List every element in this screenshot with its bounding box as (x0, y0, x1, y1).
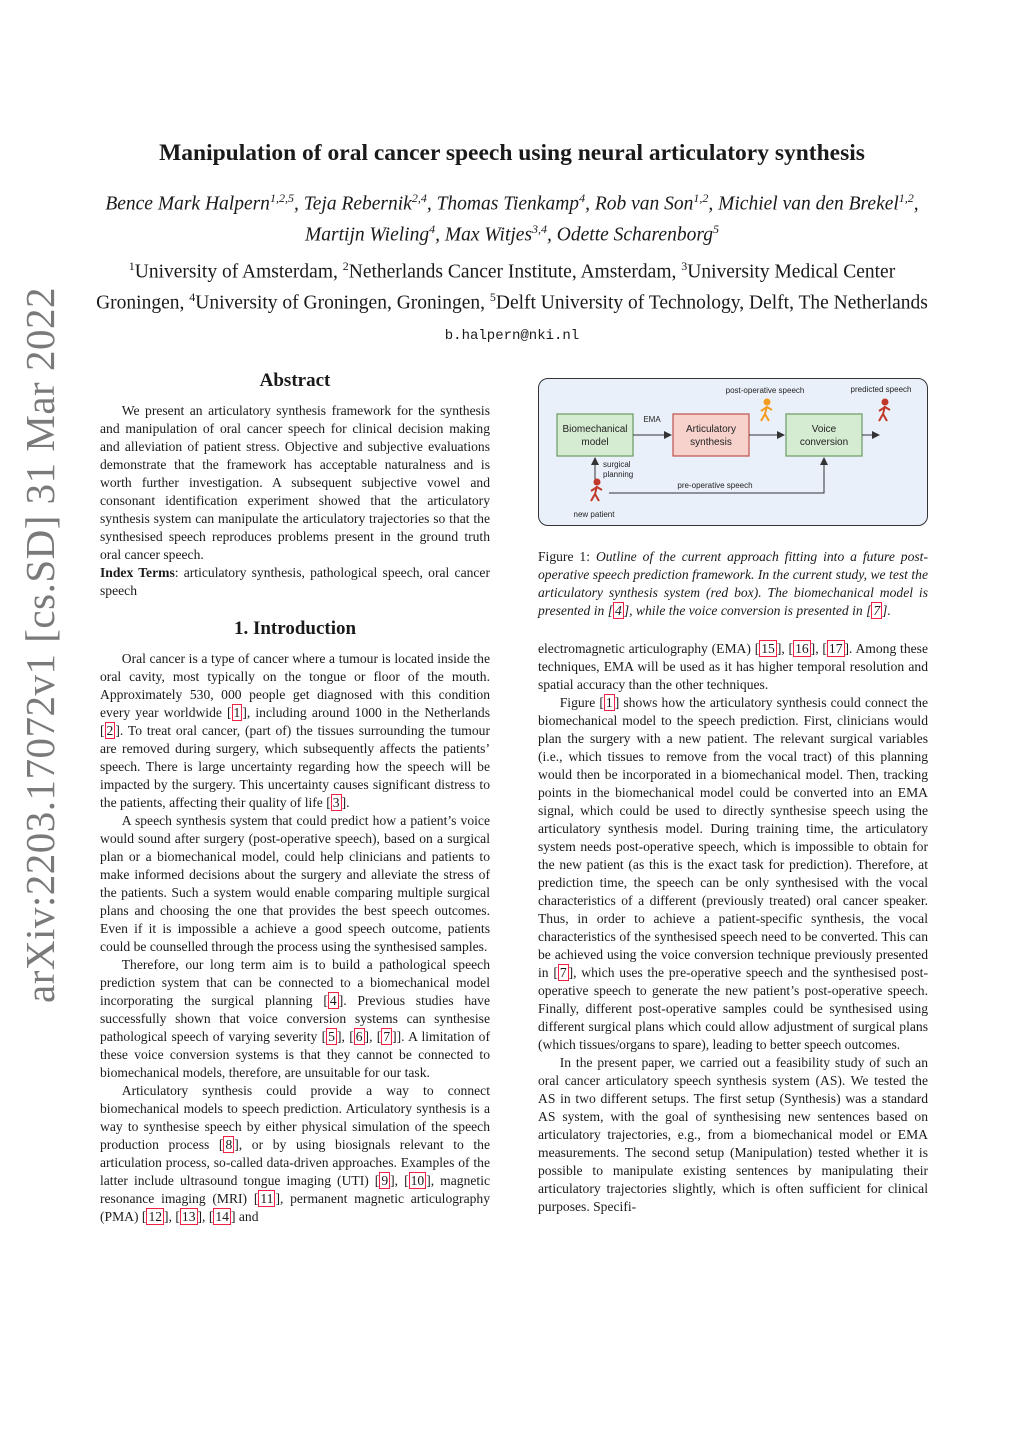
author-name: Teja Rebernik (303, 193, 412, 215)
affil-sup: 2 (342, 259, 349, 273)
author-affil-sup: 1,2 (898, 191, 914, 205)
caption-label: Figure 1: (538, 549, 596, 564)
text-run: ]. A limitation of these voice conversion systems is that they cannot be connected to biomechanical models, therefore, are unsuitable for our task. (100, 1029, 491, 1080)
introduction-heading: 1. Introduction (233, 618, 357, 639)
author-affil-sup: 1,2,5 (269, 191, 294, 205)
text-run: electromagnetic articulography (EMA) (538, 641, 755, 656)
intro-paragraph: Oral cancer is a type of cancer where a tumour is located inside the oral cavity, most typically on the tongue or floor of the mouth. Approximately 530, 000 people get diagnosed with this condition every year worldwide [ 1 ], including around 1000 in the Netherlands [ 2 ]. To treat oral cancer, (part of) the tissues surrounding the tumour are removed during surgery, which subsequently affects the patients’ speech. There is large uncertainty regarding how the speech will be impacted by the surgery. This uncertainty causes significant distress to the patients, affecting their quality of life [ 3 ]. (100, 651, 490, 810)
author-affil-sup: 4 (579, 191, 586, 205)
text-run: , which uses the pre-operative speech and the synthesised post-operative speech to generate the new patient’s post-operative speech. Finally, different post-operative samples could be synthesised using different surgical plans which could allow adjustment of surgical plans (which tissues/organs to spare), leading to better speech outcomes. (538, 965, 928, 1052)
figure-1-caption (538, 548, 928, 620)
author-sep: , (585, 193, 595, 215)
text-run: , (781, 641, 789, 656)
citation-link[interactable]: 9 (381, 1173, 389, 1188)
text-run: , permanent magnetic articulography (PMA) (100, 1191, 490, 1224)
contact-email[interactable]: b.halpern@nki.nl (444, 328, 580, 344)
text-run: . To treat oral cancer, (part of) the tissues surrounding the tumour are removed during surgery, which subsequently affects the patients’ speech. There is large uncertainty regarding how the speech will be impacted by the surgery. This uncertainty causes significant distress to the patients, affecting their quality of life (100, 723, 490, 810)
text-run: , including around 1000 in the Netherlands (246, 705, 490, 720)
affil-name: Netherlands Cancer Institute, Amsterdam, (348, 261, 682, 283)
text-run: , or by using biosignals relevant to the articulation process, so-called data-driven approaches. Examples of the latter include ultrasound tongue imaging (UTI) (100, 1137, 490, 1188)
caption-text: Outline of the current approach fitting into a future post-operative speech prediction framework. In the current study, we test the articulatory synthesis system (red box). The biomechanical model is presented in [ 4 ], while the voice conversion is presented in [ 7 ]. (538, 549, 928, 618)
biomech-label-2: model (581, 437, 609, 448)
affiliation-list (90, 254, 934, 315)
author-list (100, 186, 924, 247)
figure-1 (538, 378, 928, 526)
citation-link[interactable]: 6 (355, 1029, 363, 1044)
text-run: , magnetic resonance imaging (MRI) (100, 1173, 491, 1206)
affil-name: Delft University of Technology, Delft, The Netherlands (495, 292, 928, 313)
citation-link[interactable]: 16 (795, 641, 809, 656)
text-run: , (369, 1029, 377, 1044)
author-affil-sup: 4 (429, 221, 436, 236)
citation-link[interactable]: 15 (761, 641, 775, 656)
text-run: , (341, 1029, 350, 1044)
right-column (538, 370, 928, 1216)
index-terms (100, 564, 490, 600)
citation-link[interactable]: 10 (410, 1173, 425, 1188)
author-name: Michiel van den Brekel (718, 193, 899, 215)
abstract-text: We present an articulatory synthesis framework for the synthesis and manipulation of oral cancer speech for clinical decision making and alleviation of patient stress. Objective and subjective evaluations demonstrate that the framework has acceptable naturalness and is worth further investigation. A subsequent subjective vowel and consonant identification experiment showed that the articulatory synthesis system can manipulate the articulatory trajectories so that the synthesised speech reproduces problems present in the ground truth oral cancer speech. (100, 403, 490, 562)
planning-label: planning (603, 470, 634, 479)
author-name: Thomas Tienkamp (436, 193, 580, 215)
author-sep: , (435, 224, 445, 245)
author-sep: , (913, 193, 919, 215)
author-name: Rob van Son (594, 193, 694, 215)
intro-paragraph: Therefore, our long term aim is to build a pathological speech prediction system that can be connected to a biomechanical model incorporating the surgical planning [ 4 ]. Previous studies have successfully shown that voice conversion systems can synthesise pathological speech of varying severity [ 5 ], [ 6 ], [ 7 ]]. A limitation of these voice conversion systems is that they cannot be connected to biomechanical models, therefore, are unsuitable for our task. (100, 957, 491, 1080)
new-patient-label: new patient (573, 510, 615, 519)
author-affil-sup: 1,2 (693, 191, 709, 205)
body-paragraph: electromagnetic articulography (EMA) [ 15 ], [ 16 ], [ 17 ]. Among these techniques, EMA will be used as it has higher temporal resolution and spatial accuracy than the other techniques. (538, 641, 928, 692)
author-name: Martijn Wieling (305, 224, 430, 245)
citation-link[interactable]: 12 (148, 1209, 163, 1224)
new-patient-person-icon (591, 479, 602, 501)
artic-label-2: synthesis (690, 437, 732, 448)
pre-op-label: pre-operative speech (677, 481, 753, 490)
citation-link[interactable]: 7 (383, 1029, 391, 1044)
affil-sup: 1 (128, 259, 135, 273)
body-paragraph: Figure [ 1 ] shows how the articulatory synthesis could connect the biomechanical model to the speech prediction. First, clinicians would plan the surgery with a new patient. The relevant surgical variables (i.e., which tissues to remove from the vocal tract) of this planning would then be incorporated in a biomechanical model. Then, tracking points in the biomechanical model could be converted into an EMA signal, which could be used to directly synthesise speech using the articulatory synthesis model. During training time, the articulatory system needs post-operative speech, which is impossible to obtain for the new patient (as this is the exact task for prediction). Therefore, at prediction time, the speech can be only synthesised with the vocal characteristics of a different (previously treated) oral cancer speaker. Thus, in order to achieve a patient-specific synthesis, the vocal characteristics of the synthesised speech need to be converted. This can be achieved using the voice conversion technique previously presented in [ 7 ], which uses the pre-operative speech and the synthesised post-operative speech to generate the new patient’s post-operative speech. Finally, different post-operative samples could be synthesised using different surgical plans which could allow adjustment of surgical plans (which tissues/organs to spare), leading to better speech outcomes. (538, 695, 928, 1052)
author-affil-sup: 3,4 (532, 221, 548, 236)
author-sep: , (547, 224, 557, 245)
citation-link[interactable]: 8 (225, 1137, 233, 1152)
right-column-body (538, 640, 928, 1216)
intro-paragraph: Articulatory synthesis could provide a way to connect biomechanical models to speech prediction. Articulatory synthesis is a way to synthesise speech by either physical simulation of the speech production process [ 8 ], or by using biosignals relevant to the articulation process, so-called data-driven approaches. Examples of the latter include ultrasound tongue imaging (UTI) [ 9 ], [ 10 ], magnetic resonance imaging (MRI) [ 11 ], permanent magnetic articulography (PMA) [ 12 ], [ 13 ], [ 14 ] and (100, 1083, 491, 1224)
voice-conversion-box (786, 414, 862, 456)
text-run: , (202, 1209, 209, 1224)
arxiv-stamp (8, 230, 72, 1060)
citation-link[interactable]: 11 (260, 1191, 274, 1206)
text-run: Articulatory synthesis could provide a way to connect biomechanical models to speech prediction. Articulatory synthesis is a way to synthesise speech by either physical simulation of the speech production process (100, 1083, 490, 1152)
ema-label: EMA (643, 415, 661, 424)
author-sep: , (708, 193, 719, 215)
voice-label-2: conversion (799, 437, 849, 448)
author-sep: , (426, 193, 437, 215)
author-affil-sup: 2,4 (411, 191, 427, 205)
text-run: and (235, 1209, 259, 1224)
surgical-label: surgical (603, 460, 631, 469)
biomechanical-model-box (557, 414, 633, 456)
text-run: In the present paper, we carried out a feasibility study of such an oral cancer articulatory speech synthesis system (AS). We tested the AS in two different setups. The first setup (Synthesis) was a standard AS system, with the goal of synthesising new sentences based on articulatory trajectories, e.g., from a biomechanical model or EMA measurements. The second setup (Manipulation) tested whether it is possible to manipulate existing sentences by manipulating their articulatory trajectories slightly, which is often sufficient for clinical purposes. Specifi- (538, 1055, 928, 1214)
arxiv-stamp-text: arXiv:2203.17072v1 [cs.SD] 31 Mar 2022 (17, 287, 63, 1003)
introduction-body (100, 650, 490, 1226)
citation-link[interactable]: 17 (828, 641, 843, 656)
text-run: , (394, 1173, 405, 1188)
text-run: A speech synthesis system that could predict how a patient’s voice would sound after surgery (post-operative speech), based on a surgical plan or a biomechanical model, could help clinicians and patients to make informed decisions about the surgery and alleviate the stress of the patients. Such a system would enable comparing multiple surgical plans and choosing the one that provides the best speech outcomes. Even if it is impossible a achieve a good speech outcome, patients could be counselled through the process using the synthesised samples. (100, 813, 490, 954)
author-name: Odette Scharenborg (556, 224, 713, 245)
text-run: , (815, 641, 823, 656)
text-run: , while the voice conversion is presented in (629, 603, 867, 618)
text-run: shows how the articulatory synthesis could connect the biomechanical model to the speech prediction. First, clinicians would plan the surgery with a new patient. The relevant surgical variables (i.e., which tissues to remove from the vocal tract) of this planning would then be incorporated in a biomechanical model. Then, tracking points in the biomechanical model could be converted into an EMA signal, which could be used to directly synthesise speech using the articulatory synthesis model. During training time, the articulatory system needs post-operative speech, which is impossible to obtain for the new patient (as this is the exact task for prediction). Therefore, at prediction time, the speech can be only synthesised with the vocal characteristics of a different (previously treated) oral cancer speaker. Thus, in order to achieve a patient-specific synthesis, the vocal characteristics of the synthesised speech need to be converted. This can be achieved using the voice conversion technique previously presented in (538, 695, 928, 980)
affil-name: University of Groningen, Groningen, (195, 292, 490, 313)
citation-link[interactable]: 7 (559, 965, 567, 980)
affil-sup: 5 (489, 289, 496, 304)
author-name: Max Witjes (444, 224, 533, 245)
text-run: Outline of the current approach fitting into a future post-operative speech prediction framework. In the current study, we test the articulatory synthesis system (red box). The biomechanical model is presented in (538, 549, 928, 618)
biomech-label: Biomechanical (562, 424, 628, 435)
citation-link[interactable]: 14 (215, 1209, 229, 1224)
author-affil-sup: 5 (712, 221, 719, 236)
voice-label: Voice (811, 424, 837, 435)
post-op-person-icon (761, 399, 772, 421)
text-run: Oral cancer is a type of cancer where a tumour is located inside the oral cavity, most typically on the tongue or floor of the mouth. Approximately 530, 000 people get diagnosed with this condition every year worldwide (100, 651, 490, 720)
text-run: . (887, 603, 891, 618)
text-run: , (168, 1209, 176, 1224)
body-paragraph (538, 1054, 928, 1216)
affil-sup: 4 (189, 289, 196, 304)
text-run: . Previous studies have successfully shown that voice conversion systems can synthesise pathological speech of varying severity (100, 993, 490, 1044)
index-terms-text: : articulatory synthesis, pathological speech, oral cancer speech (100, 565, 490, 598)
text-run: . Among these techniques, EMA will be used as it has higher temporal resolution and spatial accuracy than the other techniques. (538, 641, 928, 692)
predicted-person-icon (879, 399, 890, 421)
text-run: . (346, 795, 350, 810)
affil-sup: 3 (681, 259, 688, 273)
author-name: Bence Mark Halpern (105, 193, 270, 215)
citation-link[interactable]: 7 (873, 603, 881, 618)
intro-paragraph (100, 812, 490, 956)
index-terms-label: Index Terms (100, 565, 175, 580)
left-column (100, 370, 490, 1226)
citation-link[interactable]: 4 (329, 993, 337, 1008)
author-sep: , (293, 193, 304, 215)
citation-link[interactable]: 4 (615, 603, 622, 618)
citation-link[interactable]: 5 (328, 1029, 335, 1044)
citation-link[interactable]: 3 (332, 795, 340, 810)
articulatory-synthesis-box (673, 414, 749, 456)
predicted-label: predicted speech (850, 385, 912, 394)
paper-title: Manipulation of oral cancer speech using neural articulatory synthesis (159, 140, 865, 166)
post-op-label: post-operative speech (725, 386, 805, 395)
citation-link[interactable]: 1 (605, 695, 613, 710)
citation-link[interactable]: 13 (181, 1209, 196, 1224)
text-run: Figure (559, 695, 600, 710)
figure-1-diagram (539, 379, 927, 525)
citation-link[interactable]: 2 (106, 723, 114, 738)
citation-link[interactable]: 1 (233, 705, 241, 720)
text-run: Therefore, our long term aim is to build a pathological speech prediction system that can be connected to a biomechanical model incorporating the surgical planning (100, 957, 490, 1008)
affil-name: University Medical Center Groningen, (96, 261, 896, 313)
artic-label: Articulatory (685, 424, 737, 435)
affil-name: University of Amsterdam, (134, 261, 343, 283)
abstract-heading: Abstract (259, 370, 331, 391)
